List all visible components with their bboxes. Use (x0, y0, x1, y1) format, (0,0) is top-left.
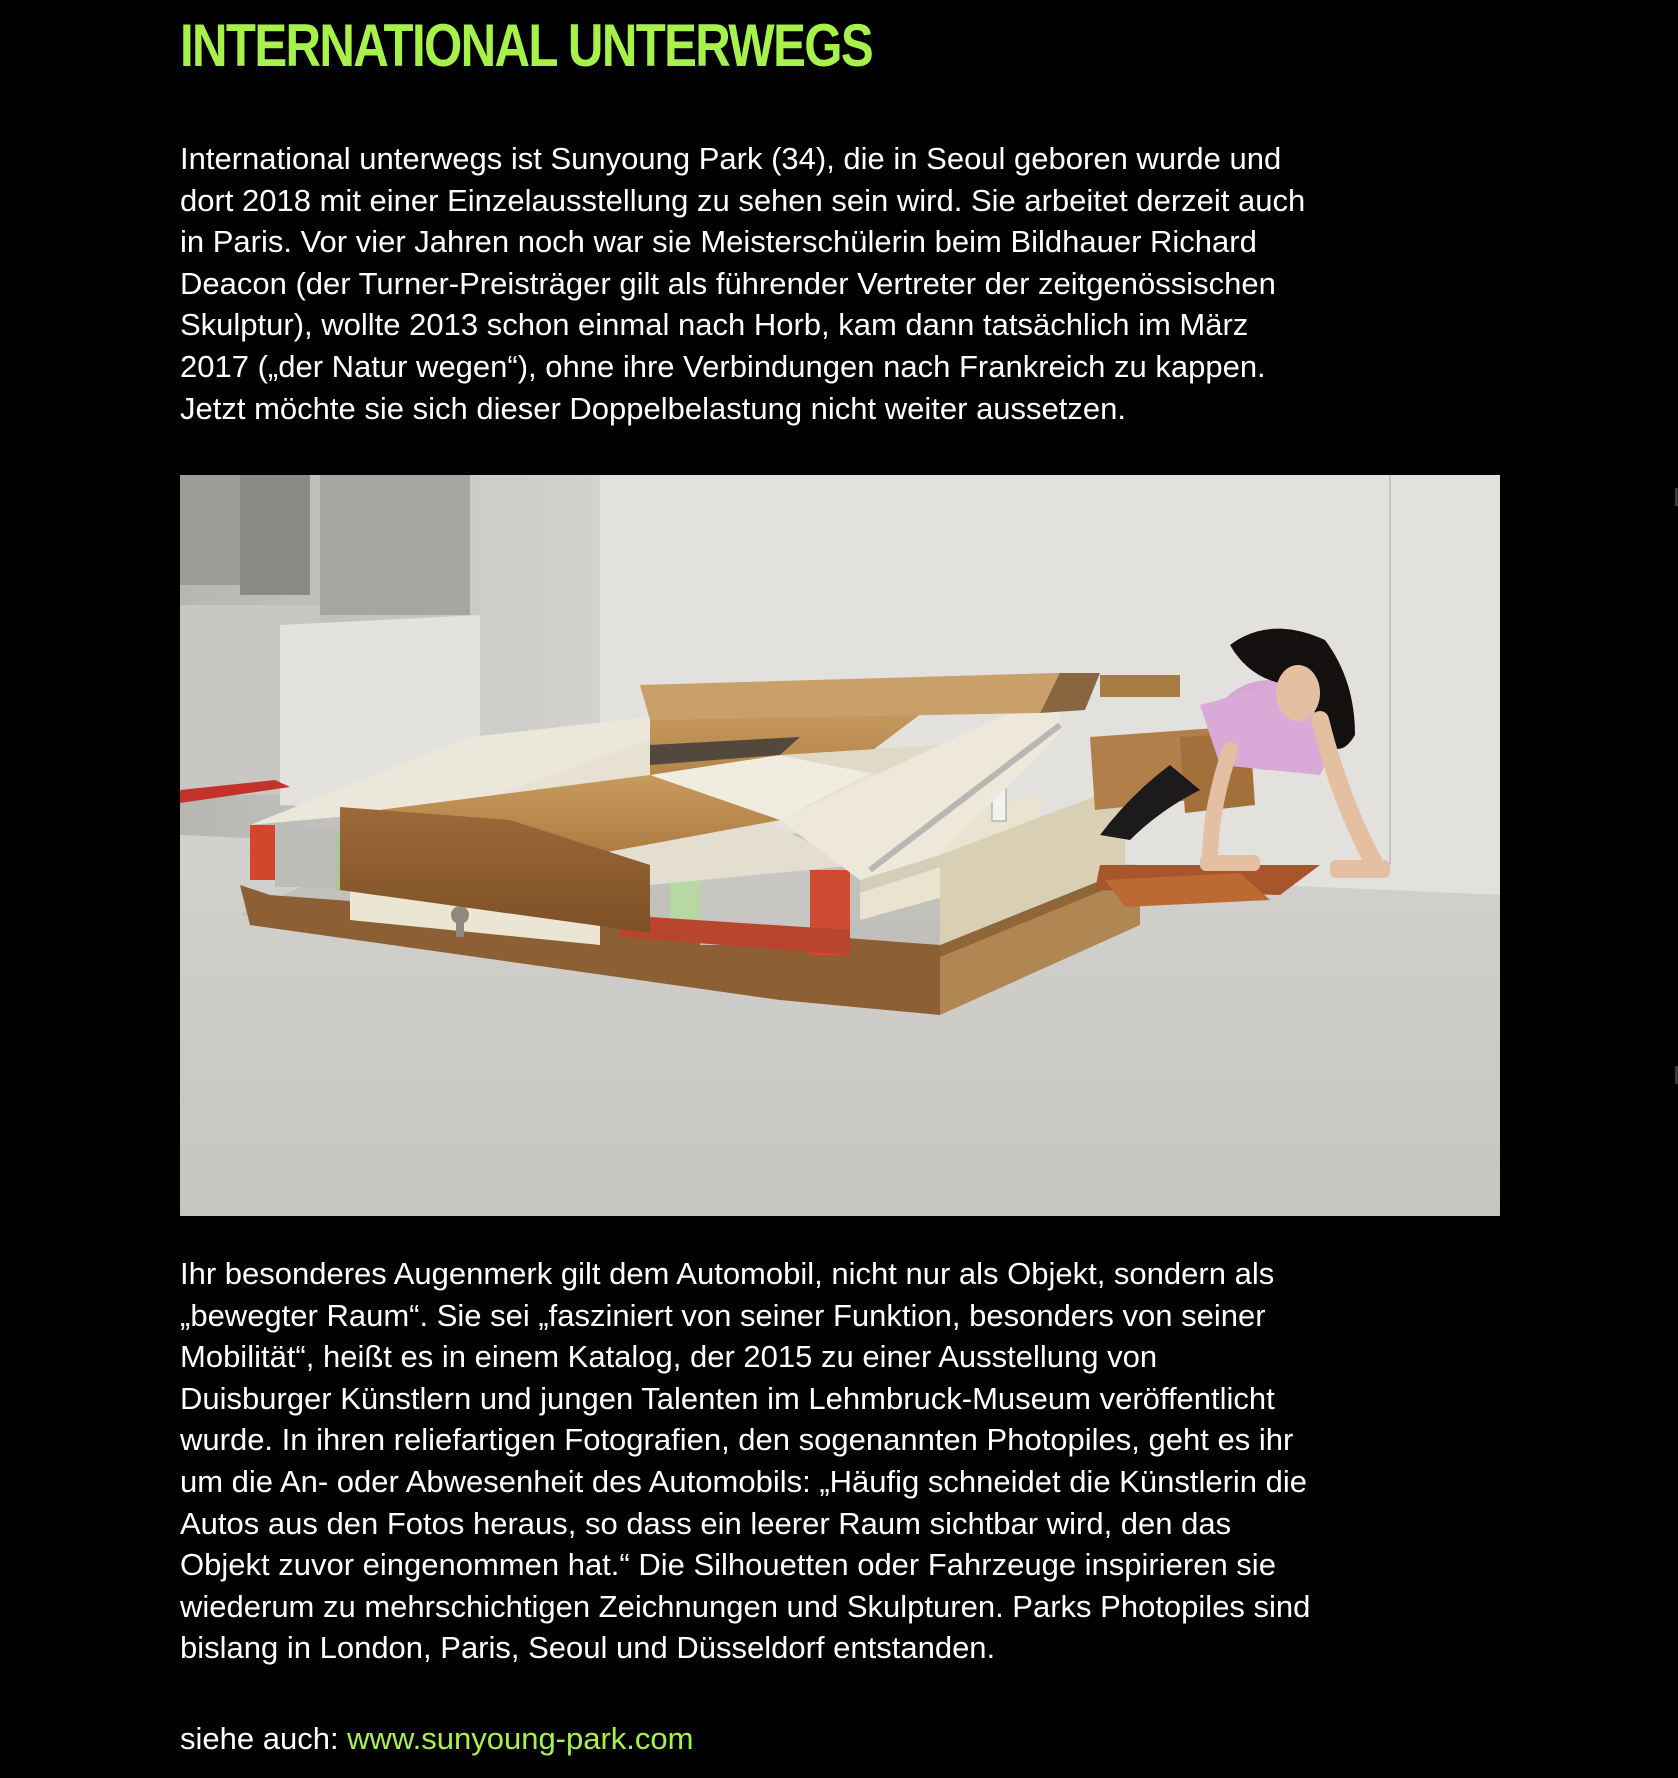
artwork-photo (180, 475, 1500, 1216)
paragraph-line: Autos aus den Fotos heraus, so dass ein leerer Raum sichtbar wird, den das (180, 1505, 1232, 1541)
paragraph-intro (180, 138, 1305, 429)
paragraph-line: Deacon (der Turner-Preisträger gilt als führender Vertreter der zeitgenössischen (180, 265, 1276, 301)
paragraph-body (180, 1253, 1310, 1669)
paragraph-line: dort 2018 mit einer Einzelausstellung zu sehen sein wird. Sie arbeitet derzeit auch (180, 182, 1306, 218)
paragraph-line: bislang in London, Paris, Seoul und Düsseldorf entstanden. (180, 1630, 996, 1666)
paragraph-line: in Paris. Vor vier Jahren noch war sie Meisterschülerin beim Bildhauer Richard (180, 224, 1257, 260)
paragraph-line: Duisburger Künstlern und jungen Talenten im Lehmbruck-Museum veröffentlicht (180, 1380, 1275, 1416)
paragraph-line: Mobilität“, heißt es in einem Katalog, der 2015 zu einer Ausstellung von (180, 1339, 1158, 1375)
see-also (180, 1718, 694, 1760)
paragraph-line: Ihr besonderes Augenmerk gilt dem Automobil, nicht nur als Objekt, sondern als (180, 1256, 1275, 1291)
paragraph-line: „bewegter Raum“. Sie sei „fasziniert von seiner Funktion, besonders von seiner (180, 1297, 1266, 1333)
paragraph-line: International unterwegs ist Sunyoung Park (34), die in Seoul geboren wurde und (180, 141, 1282, 176)
see-also-label: siehe auch: (180, 1721, 348, 1756)
paragraph-line: wurde. In ihren reliefartigen Fotografien, den sogenannten Photopiles, geht es ihr (180, 1422, 1294, 1458)
paragraph-line: Skulptur), wollte 2013 schon einmal nach Horb, kam dann tatsächlich im März (180, 307, 1249, 343)
paragraph-line: wiederum zu mehrschichtigen Zeichnungen und Skulpturen. Parks Photopiles sind (180, 1588, 1311, 1624)
paragraph-line: 2017 („der Natur wegen“), ohne ihre Verbindungen nach Frankreich zu kappen. (180, 348, 1266, 384)
paragraph-line: Objekt zuvor eingenommen hat.“ Die Silhouetten oder Fahrzeuge inspirieren sie (180, 1547, 1276, 1583)
website-link[interactable]: www.sunyoung-park.com (347, 1721, 694, 1756)
paragraph-line: Jetzt möchte sie sich dieser Doppelbelastung nicht weiter aussetzen. (180, 390, 1126, 426)
headline: INTERNATIONAL UNTERWEGS (180, 12, 873, 79)
paragraph-line: um die An- oder Abwesenheit des Automobils: „Häufig schneidet die Künstlerin die (180, 1463, 1308, 1499)
